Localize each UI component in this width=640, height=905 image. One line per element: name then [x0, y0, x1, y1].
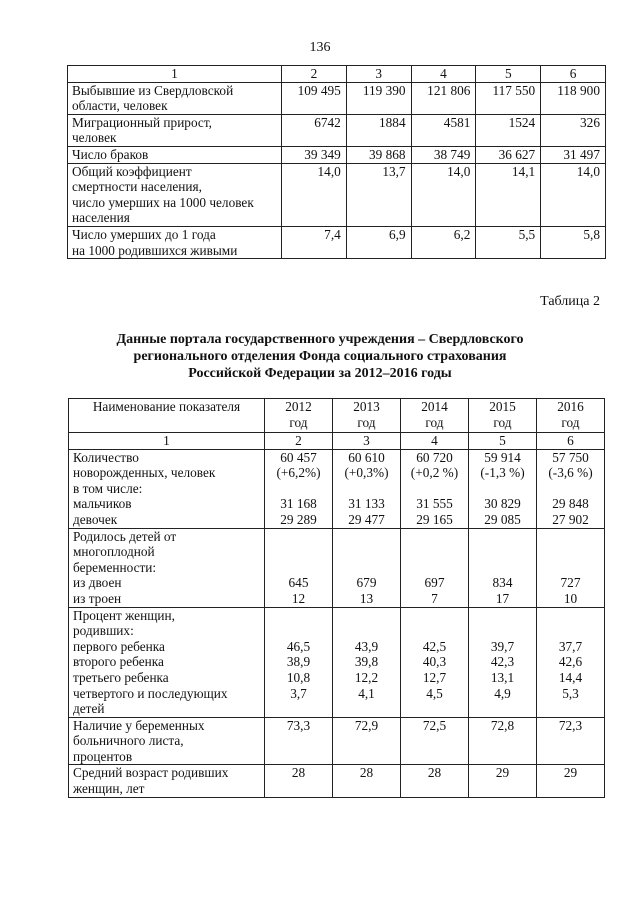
year-header — [333, 399, 401, 433]
row-label-line: Родилось детей от — [73, 528, 177, 544]
row-label-line: человек — [72, 130, 117, 146]
blank-line — [267, 481, 330, 497]
blank-line — [267, 608, 330, 624]
cell-value: 29 848 — [552, 496, 589, 512]
cell-value: 73,3 — [286, 717, 311, 733]
blank-line — [471, 481, 534, 497]
row-label-line: Наличие у беременных — [73, 717, 205, 733]
row-label-line: из троен — [73, 590, 122, 606]
row-label-line: многоплодной — [73, 544, 155, 560]
cell-value: (-1,3 %) — [480, 465, 525, 481]
table-cell — [265, 449, 333, 528]
row-label — [69, 607, 265, 717]
table-cell — [401, 717, 469, 765]
cell-value: 42,6 — [558, 654, 583, 670]
blank-line — [539, 481, 602, 497]
row-label-line: Общий коэффициент — [72, 163, 192, 179]
year-suffix: год — [561, 414, 580, 430]
cell-value: 13 — [359, 590, 374, 606]
table-cell — [333, 765, 401, 797]
table-header-row — [69, 399, 605, 433]
table-cell — [265, 765, 333, 797]
row-label-line: Количество — [73, 449, 139, 465]
table-cell: 109 495 — [282, 82, 347, 114]
table-cell: 118 900 — [541, 82, 606, 114]
cell-value: 4,1 — [358, 685, 375, 701]
table-row — [69, 607, 605, 717]
cell-value: 29 289 — [280, 511, 317, 527]
cell-value: 72,8 — [490, 717, 515, 733]
table-cell — [401, 765, 469, 797]
cell-value: 28 — [427, 765, 442, 781]
cell-value: 727 — [560, 575, 581, 591]
cell-value: 834 — [492, 575, 513, 591]
cell-value: 29 085 — [484, 511, 521, 527]
cell-value: 37,7 — [558, 638, 583, 654]
table-cell: 6,2 — [411, 226, 476, 258]
column-index: 3 — [346, 66, 411, 83]
blank-line — [539, 544, 602, 560]
row-label — [68, 114, 282, 146]
table-header-row — [68, 66, 606, 83]
blank-line — [471, 529, 534, 545]
cell-value: 39,7 — [490, 638, 515, 654]
row-label-line: число умерших на 1000 человек — [72, 194, 254, 210]
column-index: 1 — [69, 433, 265, 450]
year-header — [401, 399, 469, 433]
table-cell: 39 868 — [346, 146, 411, 163]
blank-line — [267, 623, 330, 639]
blank-line — [539, 608, 602, 624]
table-cell: 13,7 — [346, 163, 411, 226]
page-number: 136 — [309, 40, 331, 55]
table-cell — [333, 717, 401, 765]
blank-line — [539, 560, 602, 576]
title-line: Российской Федерации за 2012–2016 годы — [188, 366, 452, 381]
table-cell: 117 550 — [476, 82, 541, 114]
row-label-line: третьего ребенка — [73, 669, 169, 685]
row-label — [68, 226, 282, 258]
table-cell: 38 749 — [411, 146, 476, 163]
year-header — [265, 399, 333, 433]
table-cell — [333, 449, 401, 528]
cell-value: 679 — [356, 575, 377, 591]
cell-value: 4,9 — [494, 685, 511, 701]
blank-line — [403, 481, 466, 497]
row-label-line: первого ребенка — [73, 638, 165, 654]
blank-line — [335, 544, 398, 560]
row-label-line: в том числе: — [73, 480, 143, 496]
table-cell — [333, 607, 401, 717]
row-label-line: больничного листа, — [73, 733, 184, 749]
row-label — [69, 765, 265, 797]
column-index: 6 — [537, 433, 605, 450]
row-label — [69, 528, 265, 607]
blank-line — [471, 608, 534, 624]
table-cell: 121 806 — [411, 82, 476, 114]
table-cell — [265, 717, 333, 765]
blank-line — [471, 544, 534, 560]
cell-value: 10 — [563, 590, 578, 606]
year-value: 2015 — [489, 399, 516, 414]
cell-value: 14,4 — [558, 669, 583, 685]
year-value: 2013 — [353, 399, 380, 414]
row-label — [69, 449, 265, 528]
cell-value: 31 133 — [348, 496, 385, 512]
row-label-line: Число умерших до 1 года — [72, 226, 216, 242]
blank-line — [267, 529, 330, 545]
table-row — [69, 717, 605, 765]
cell-value: 3,7 — [290, 685, 307, 701]
cell-value: 59 914 — [484, 449, 521, 465]
column-index: 1 — [68, 66, 282, 83]
cell-value: 43,9 — [354, 638, 379, 654]
cell-value: 60 610 — [348, 449, 385, 465]
blank-line — [539, 623, 602, 639]
column-index: 5 — [469, 433, 537, 450]
year-suffix: год — [425, 414, 444, 430]
title-line: Данные портала государственного учреждения – Свердловского — [116, 332, 524, 347]
cell-value: 645 — [288, 575, 309, 591]
table-row — [68, 226, 606, 258]
table-cell: 119 390 — [346, 82, 411, 114]
table-cell: 39 349 — [282, 146, 347, 163]
table-cell: 5,5 — [476, 226, 541, 258]
row-label — [68, 82, 282, 114]
cell-value: 697 — [424, 575, 445, 591]
column-index: 4 — [411, 66, 476, 83]
blank-line — [403, 529, 466, 545]
table-cell — [401, 528, 469, 607]
row-label-line: женщин, лет — [73, 781, 145, 797]
cell-value: 72,5 — [422, 717, 447, 733]
cell-value: (+0,2 %) — [410, 465, 459, 481]
cell-value: 31 168 — [280, 496, 317, 512]
blank-line — [267, 560, 330, 576]
year-value: 2012 — [285, 399, 312, 414]
table-cell — [265, 528, 333, 607]
table-title — [0, 331, 640, 382]
blank-line — [471, 623, 534, 639]
row-label-line: из двоен — [73, 575, 122, 591]
blank-line — [335, 560, 398, 576]
year-suffix: год — [357, 414, 376, 430]
column-index: 3 — [333, 433, 401, 450]
cell-value: 7 — [431, 590, 438, 606]
cell-value: 38,9 — [286, 654, 311, 670]
blank-line — [267, 544, 330, 560]
blank-line — [403, 560, 466, 576]
year-header — [537, 399, 605, 433]
row-label — [68, 146, 282, 163]
cell-value: 12,7 — [422, 669, 447, 685]
year-suffix: год — [493, 414, 512, 430]
row-label-line: Выбывшие из Свердловской — [72, 82, 234, 98]
header-label: Наименование показателя — [69, 399, 265, 433]
row-label-line: четвертого и последующих — [73, 685, 228, 701]
table-row — [68, 114, 606, 146]
cell-value: 12 — [291, 590, 306, 606]
table-cell: 14,0 — [411, 163, 476, 226]
table-cell: 6742 — [282, 114, 347, 146]
row-label-line: Средний возраст родивших — [73, 765, 229, 781]
row-label-line: Процент женщин, — [73, 607, 175, 623]
cell-value: 72,3 — [558, 717, 583, 733]
table-cell: 6,9 — [346, 226, 411, 258]
blank-line — [335, 481, 398, 497]
cell-value: 72,9 — [354, 717, 379, 733]
cell-value: 29 165 — [416, 511, 453, 527]
table-cell — [401, 607, 469, 717]
fss-portal-data-table — [68, 398, 605, 798]
row-label-line: новорожденных, человек — [73, 465, 216, 481]
cell-value: 29 — [563, 765, 578, 781]
column-index: 4 — [401, 433, 469, 450]
blank-line — [335, 529, 398, 545]
table-cell — [469, 528, 537, 607]
cell-value: 39,8 — [354, 654, 379, 670]
cell-value: 12,2 — [354, 669, 379, 685]
cell-value: 60 720 — [416, 449, 453, 465]
row-label-line: мальчиков — [73, 496, 132, 512]
row-label-line: на 1000 родившихся живыми — [72, 242, 238, 258]
cell-value: (-3,6 %) — [548, 465, 593, 481]
cell-value: 28 — [291, 765, 306, 781]
table-cell — [537, 528, 605, 607]
cell-value: 27 902 — [552, 511, 589, 527]
table-cell: 7,4 — [282, 226, 347, 258]
table-cell: 31 497 — [541, 146, 606, 163]
table-cell — [469, 449, 537, 528]
cell-value: 40,3 — [422, 654, 447, 670]
row-label-line: второго ребенка — [73, 654, 164, 670]
table-caption: Таблица 2 — [540, 294, 600, 309]
title-line: регионального отделения Фонда социального страхования — [133, 349, 507, 364]
demographics-table-continued — [67, 65, 606, 259]
table-row — [69, 449, 605, 528]
table-cell: 1524 — [476, 114, 541, 146]
year-value: 2016 — [557, 399, 584, 414]
table-cell — [537, 717, 605, 765]
table-cell: 326 — [541, 114, 606, 146]
blank-line — [539, 529, 602, 545]
column-index: 2 — [282, 66, 347, 83]
column-index: 6 — [541, 66, 606, 83]
blank-line — [403, 544, 466, 560]
row-label-line: Миграционный прирост, — [72, 114, 212, 130]
cell-value: 13,1 — [490, 669, 515, 685]
row-label — [69, 717, 265, 765]
table-row — [68, 82, 606, 114]
table-row — [69, 528, 605, 607]
cell-value: 31 555 — [416, 496, 453, 512]
row-label-line: смертности населения, — [72, 179, 202, 195]
row-label-line: детей — [73, 701, 105, 717]
cell-value: (+6,2%) — [276, 465, 321, 481]
cell-value: 4,5 — [426, 685, 443, 701]
cell-value: 57 750 — [552, 449, 589, 465]
blank-line — [403, 623, 466, 639]
table-cell — [469, 717, 537, 765]
table-cell — [469, 765, 537, 797]
cell-value: 28 — [359, 765, 374, 781]
table-row — [69, 765, 605, 797]
year-header — [469, 399, 537, 433]
row-label-line: родивших: — [73, 623, 134, 639]
year-value: 2014 — [421, 399, 448, 414]
row-label-line: девочек — [73, 511, 118, 527]
row-label — [68, 163, 282, 226]
table-cell — [537, 607, 605, 717]
table-cell: 14,0 — [282, 163, 347, 226]
cell-value: (+0,3%) — [344, 465, 389, 481]
table-cell — [401, 449, 469, 528]
cell-value: 17 — [495, 590, 510, 606]
cell-value: 46,5 — [286, 638, 311, 654]
cell-value: 10,8 — [286, 669, 311, 685]
year-suffix: год — [289, 414, 308, 430]
table-cell — [537, 449, 605, 528]
cell-value: 29 477 — [348, 511, 385, 527]
column-index: 5 — [476, 66, 541, 83]
cell-value: 29 — [495, 765, 510, 781]
row-label-line: области, человек — [72, 98, 168, 114]
cell-value: 42,3 — [490, 654, 515, 670]
cell-value: 42,5 — [422, 638, 447, 654]
table-row — [68, 163, 606, 226]
blank-line — [335, 623, 398, 639]
cell-value: 60 457 — [280, 449, 317, 465]
cell-value: 30 829 — [484, 496, 521, 512]
row-label-line: беременности: — [73, 559, 157, 575]
table-cell — [333, 528, 401, 607]
table-cell — [537, 765, 605, 797]
table-cell: 5,8 — [541, 226, 606, 258]
table-cell — [265, 607, 333, 717]
table-cell: 14,1 — [476, 163, 541, 226]
cell-value: 5,3 — [562, 685, 579, 701]
table-cell — [469, 607, 537, 717]
table-cell: 4581 — [411, 114, 476, 146]
table-cell: 36 627 — [476, 146, 541, 163]
table-cell: 1884 — [346, 114, 411, 146]
row-label-line: населения — [72, 210, 130, 226]
blank-line — [471, 560, 534, 576]
blank-line — [335, 608, 398, 624]
row-label-line: Число браков — [72, 146, 149, 162]
row-label-line: процентов — [73, 748, 133, 764]
table-cell: 14,0 — [541, 163, 606, 226]
table-row — [68, 146, 606, 163]
column-index: 2 — [265, 433, 333, 450]
blank-line — [403, 608, 466, 624]
index-row — [69, 433, 605, 450]
